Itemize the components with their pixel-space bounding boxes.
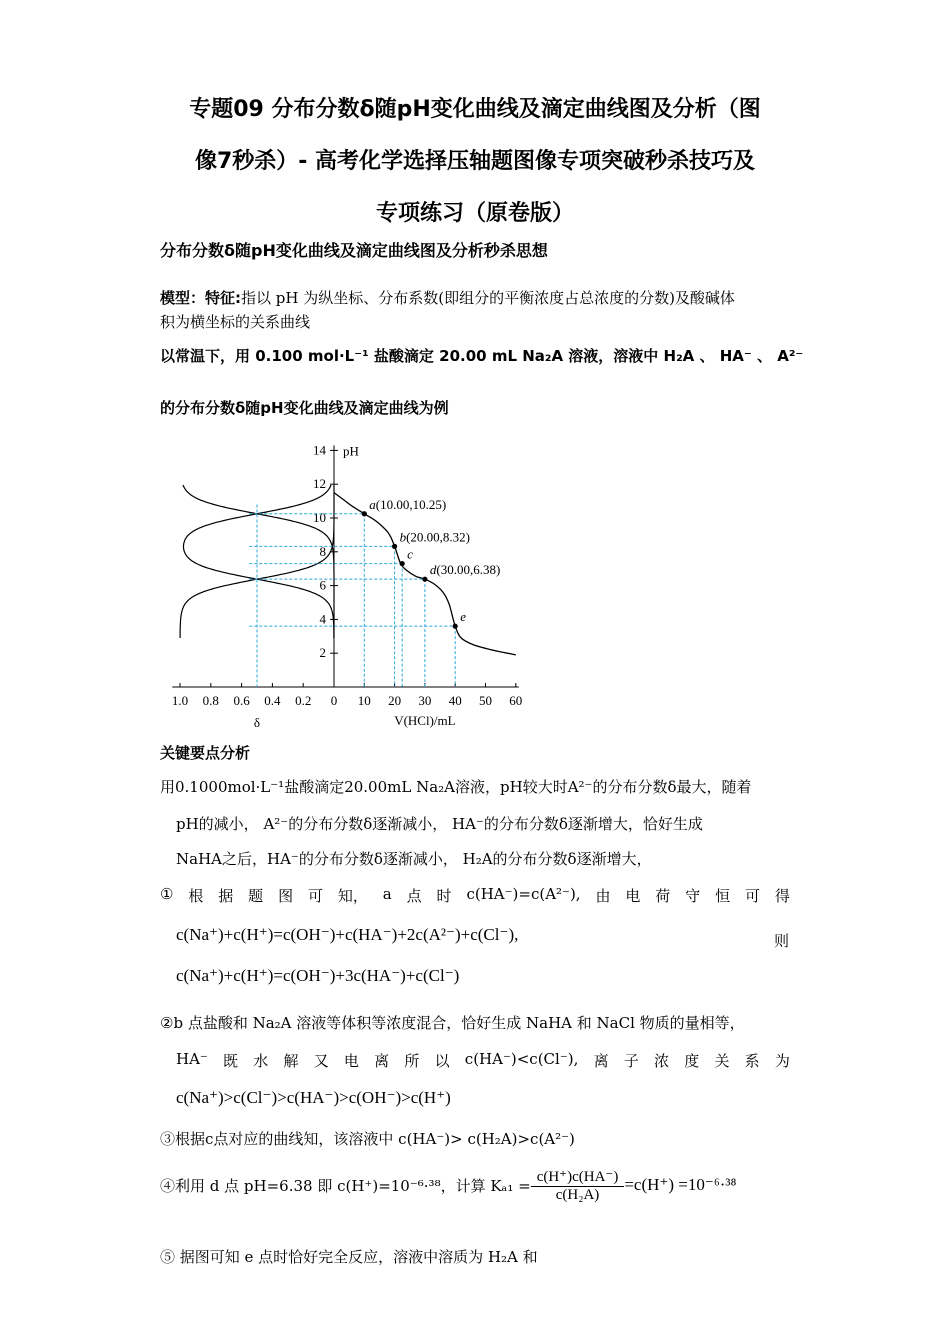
volume-tick-label: 40 bbox=[448, 693, 462, 708]
y-tick-label: 8 bbox=[319, 543, 326, 559]
item-2-word: 解 bbox=[283, 1052, 299, 1070]
item-2-word: 子 bbox=[623, 1052, 639, 1070]
item-1-word: 可 bbox=[307, 887, 323, 905]
delta-tick-label: 0.6 bbox=[233, 693, 250, 708]
point-coord-d: (30.00,6.38) bbox=[436, 562, 501, 578]
item-1-word: a bbox=[382, 885, 392, 903]
item-2-word: 既 bbox=[223, 1052, 239, 1070]
point-e bbox=[453, 624, 458, 629]
delta-tick-label: 0.8 bbox=[202, 693, 219, 708]
item-4-text: ④利用 d 点 pH=6.38 即 c(H⁺)=10⁻⁶·³⁸，计算 Kₐ₁ = bbox=[160, 1176, 531, 1195]
delta-tick-label: 0.4 bbox=[264, 693, 281, 708]
item-2-word: c(HA⁻)<c(Cl⁻), bbox=[464, 1050, 579, 1068]
delta-axis-label: δ bbox=[253, 715, 261, 730]
point-coord-a: (10.00,10.25) bbox=[375, 496, 447, 512]
example-line-2: 的分布分数δ随pH变化曲线及滴定曲线为例 bbox=[160, 399, 449, 417]
item-1-word: 由 bbox=[595, 887, 611, 905]
volume-axis-label: V(HCl)/mL bbox=[394, 713, 456, 728]
point-label-b: b(20.00,8.32) bbox=[399, 529, 471, 545]
item-4-result: =c(H⁺) =10⁻⁶·³⁸ bbox=[624, 1175, 737, 1194]
ka1-fraction bbox=[531, 1167, 625, 1204]
item-2-line-1: ②b 点盐酸和 Na₂A 溶液等体积等浓度混合，恰好生成 NaHA 和 NaCl 物质的量相等， bbox=[160, 1014, 745, 1032]
distribution-curve-HA bbox=[184, 485, 334, 638]
ka1-numerator: c(H⁺)c(HA⁻) bbox=[531, 1167, 625, 1187]
section-heading: 分布分数δ随pH变化曲线及滴定曲线图及分析秒杀思想 bbox=[160, 241, 548, 260]
item-4 bbox=[160, 1160, 736, 1210]
y-tick-label: 10 bbox=[313, 510, 326, 525]
item-2-word: HA⁻ bbox=[176, 1050, 208, 1068]
item-1-word: c(HA⁻)=c(A²⁻), bbox=[466, 885, 581, 903]
volume-tick-label: 60 bbox=[509, 693, 523, 708]
delta-tick-label: 0 bbox=[330, 693, 338, 708]
point-b bbox=[392, 544, 397, 549]
item-2-second-line bbox=[176, 1050, 790, 1071]
item-2-word: 离 bbox=[593, 1052, 609, 1070]
y-tick-label: 14 bbox=[313, 442, 326, 458]
item-1-word: 据 bbox=[218, 887, 234, 905]
volume-tick-label: 20 bbox=[388, 693, 402, 708]
item-1-word: 点 bbox=[406, 887, 422, 905]
item-2-word: 度 bbox=[684, 1052, 700, 1070]
volume-tick-label: 30 bbox=[418, 693, 432, 708]
y-tick-label: 6 bbox=[319, 577, 326, 593]
item-1-word: 知， bbox=[337, 887, 368, 905]
analysis-p1-line-1: 用0.1000mol·L⁻¹盐酸滴定20.00mL Na₂A溶液，pH较大时A²⁻的分布分数δ最大，随着 bbox=[160, 778, 752, 796]
item-1-word: 电 bbox=[625, 887, 641, 905]
item-2-ion-order: c(Na⁺)>c(Cl⁻)>c(HA⁻)>c(OH⁻)>c(H⁺) bbox=[176, 1088, 451, 1107]
delta-tick-label: 1.0 bbox=[171, 693, 189, 708]
volume-tick-label: 10 bbox=[357, 693, 371, 708]
y-tick-label: 12 bbox=[313, 476, 326, 492]
item-5: ⑤ 据图可知 e 点时恰好完全反应，溶液中溶质为 H₂A 和 bbox=[160, 1248, 538, 1266]
item-3: ③根据c点对应的曲线知，该溶液中 c(HA⁻)> c(H₂A)>c(A²⁻) bbox=[160, 1130, 575, 1148]
delta-tick-label: 0.2 bbox=[295, 693, 312, 708]
item-2-word: 以 bbox=[434, 1052, 450, 1070]
item-2-word: 电 bbox=[343, 1052, 359, 1070]
title-line-2: 像7秒杀）- 高考化学选择压轴题图像专项突破秒杀技巧及 bbox=[194, 149, 756, 174]
distribution-titration-chart bbox=[150, 422, 540, 730]
point-c bbox=[400, 561, 405, 566]
point-label-a: a(10.00,10.25) bbox=[369, 496, 447, 512]
item-2-word: 水 bbox=[253, 1052, 269, 1070]
item-1-word: 题 bbox=[248, 887, 264, 905]
title-line-3: 专项练习（原卷版） bbox=[375, 201, 574, 226]
item-2-word: 又 bbox=[313, 1052, 329, 1070]
ka1-denominator: c(H₂A) bbox=[555, 1186, 600, 1203]
point-a bbox=[362, 511, 367, 516]
document-title bbox=[140, 84, 810, 240]
item-1-word: 根 bbox=[188, 887, 204, 905]
point-coord-b: (20.00,8.32) bbox=[406, 529, 471, 545]
model-line-1 bbox=[160, 287, 735, 308]
point-label-e: e bbox=[460, 609, 466, 625]
item-2-word: 所 bbox=[404, 1052, 420, 1070]
y-tick-label: 4 bbox=[319, 611, 326, 627]
example-line-1: 以常温下，用 0.100 mol·L⁻¹ 盐酸滴定 20.00 mL Na₂A 溶液，溶液中 H₂A 、 HA⁻ 、 A²⁻ bbox=[160, 347, 804, 365]
item-2-word: 为 bbox=[774, 1052, 790, 1070]
item-2-word: 系 bbox=[744, 1052, 760, 1070]
item-1-word: 荷 bbox=[655, 887, 671, 905]
item-1-word: 恒 bbox=[715, 887, 731, 905]
item-1-word: 得 bbox=[774, 887, 790, 905]
y-tick-label: 2 bbox=[319, 645, 326, 661]
item-1-word: 可 bbox=[745, 887, 761, 905]
key-points-heading: 关键要点分析 bbox=[160, 744, 251, 762]
y-axis-label: pH bbox=[343, 443, 359, 459]
item-1-word: 守 bbox=[685, 887, 701, 905]
model-label: 模型：特征: bbox=[160, 289, 241, 307]
point-label-c: c bbox=[407, 546, 413, 562]
item-2-word: 浓 bbox=[654, 1052, 670, 1070]
distribution-curve-A bbox=[183, 485, 334, 638]
analysis-p1-line-2: pH的减小， A²⁻的分布分数δ逐渐减小， HA⁻的分布分数δ逐渐增大，恰好生成 bbox=[176, 815, 703, 833]
item-1-first-line bbox=[160, 885, 790, 906]
analysis-p1-line-3: NaHA之后，HA⁻的分布分数δ逐渐减小， H₂A的分布分数δ逐渐增大， bbox=[176, 850, 652, 868]
item-2-word: 离 bbox=[374, 1052, 390, 1070]
item-1-word: 图 bbox=[278, 887, 294, 905]
item-2-word: 关 bbox=[714, 1052, 730, 1070]
model-line-2: 积为横坐标的关系曲线 bbox=[160, 313, 311, 331]
item-1-then: 则 bbox=[774, 932, 790, 950]
point-label-d: d(30.00,6.38) bbox=[429, 562, 501, 578]
item-1-result: c(Na⁺)+c(H⁺)=c(OH⁻)+3c(HA⁻)+c(Cl⁻) bbox=[176, 966, 460, 985]
point-d bbox=[422, 577, 427, 582]
title-line-1: 专题09 分布分数δ随pH变化曲线及滴定曲线图及分析（图 bbox=[189, 97, 761, 122]
model-text-a: 指以 pH 为纵坐标、分布系数(即组分的平衡浓度占总浓度的分数)及酸碱体 bbox=[241, 289, 735, 307]
item-1-charge-balance: c(Na⁺)+c(H⁺)=c(OH⁻)+c(HA⁻)+2c(A²⁻)+c(Cl⁻), bbox=[176, 925, 519, 944]
item-1-word: 时 bbox=[436, 887, 452, 905]
volume-tick-label: 50 bbox=[479, 693, 492, 708]
item-1-word: ① bbox=[160, 885, 174, 903]
